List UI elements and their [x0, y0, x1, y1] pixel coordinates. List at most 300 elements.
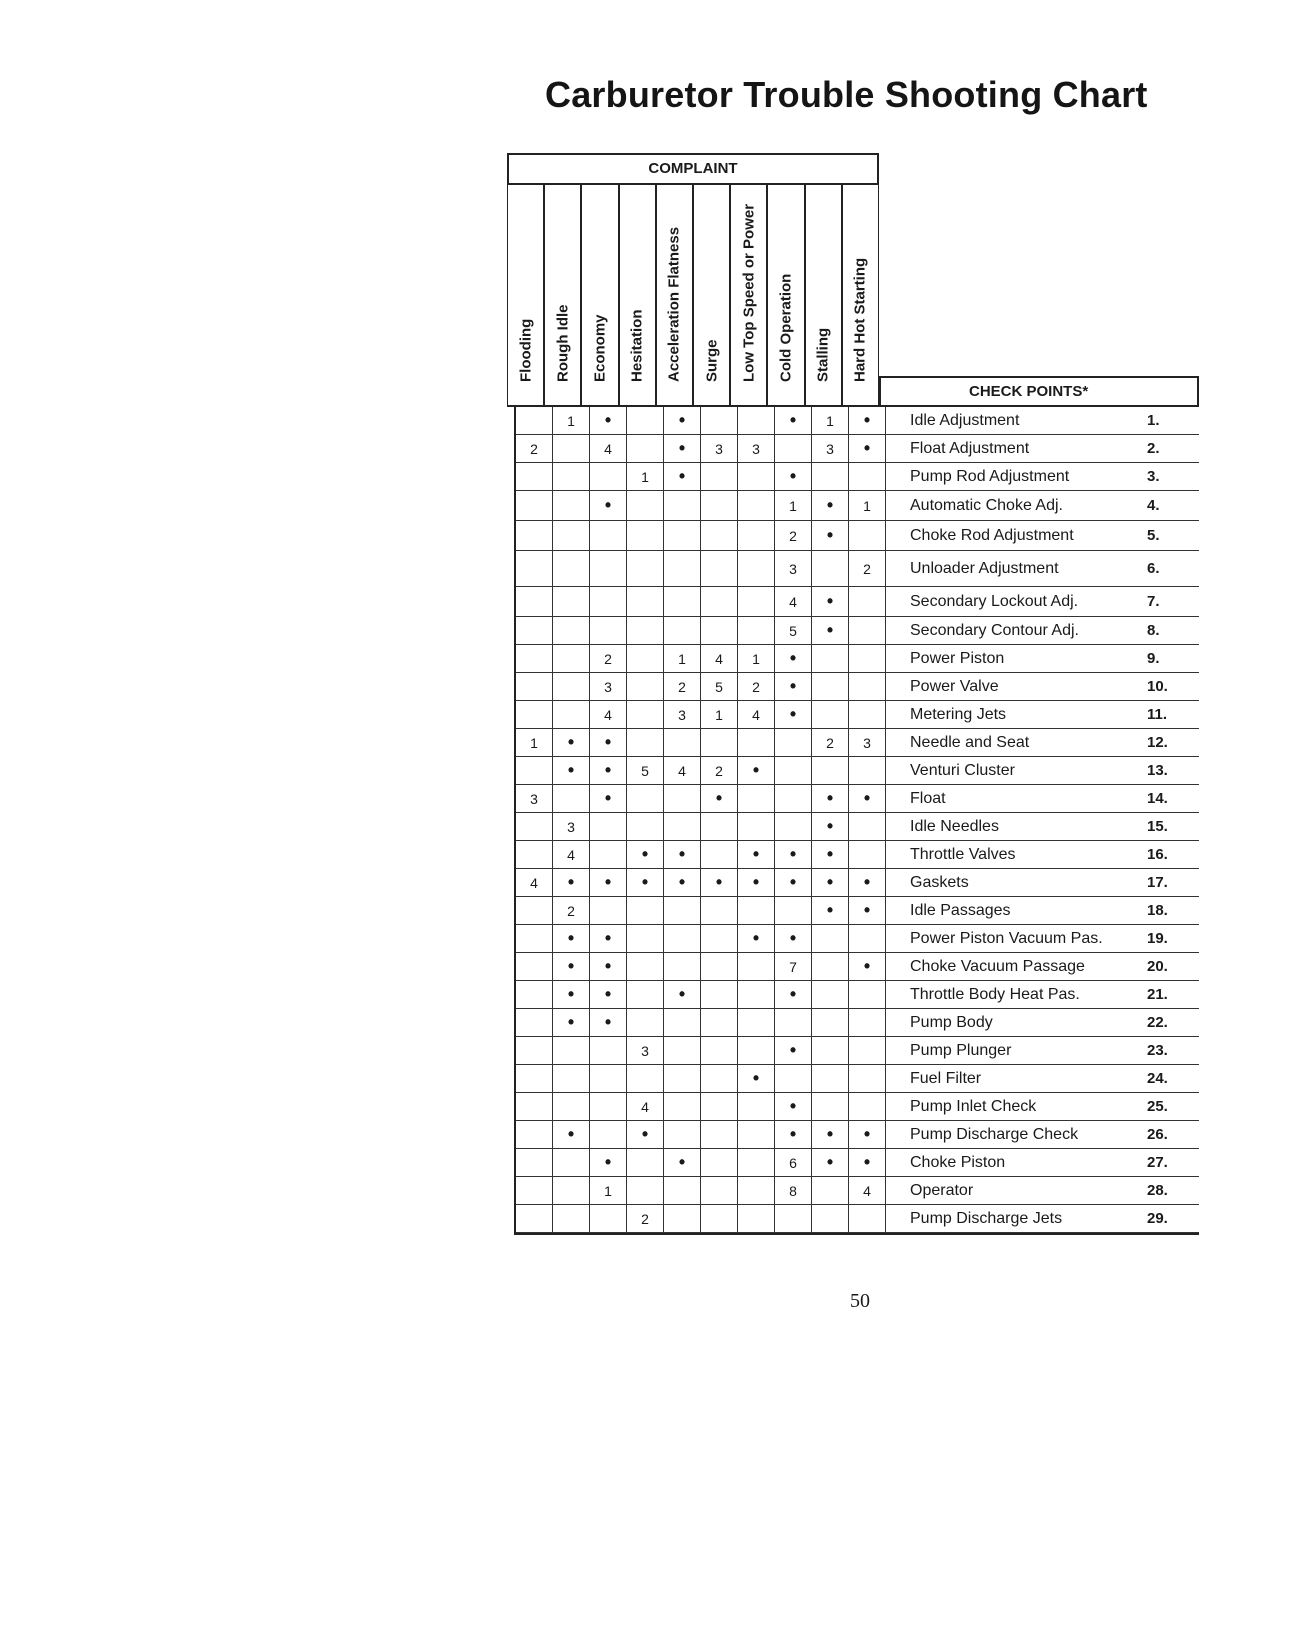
grid-cell: [553, 463, 590, 490]
grid-cell: [812, 673, 849, 700]
grid-cell: 5: [701, 673, 738, 700]
grid-cell: [701, 521, 738, 550]
grid-cell: •: [590, 785, 627, 812]
table-row: [516, 897, 1199, 925]
grid-cell: 5: [775, 617, 812, 644]
grid-cell: [701, 617, 738, 644]
check-point-name: Needle and Seat: [910, 733, 1030, 751]
grid-cell: [627, 673, 664, 700]
grid-cell: [516, 521, 553, 550]
grid-cell: [627, 701, 664, 728]
grid-cell: [849, 463, 886, 490]
complaint-column-header: [656, 185, 693, 407]
grid-cell: 3: [849, 729, 886, 756]
check-point-name: Secondary Contour Adj.: [910, 621, 1079, 639]
grid-cell: [701, 1205, 738, 1232]
check-point-number: 24.: [1147, 1070, 1168, 1087]
check-point-number: 9.: [1147, 650, 1160, 667]
grid-cell: [627, 407, 664, 434]
check-point-number: 21.: [1147, 986, 1168, 1003]
table-row: [516, 551, 1199, 587]
grid-cell: [738, 1205, 775, 1232]
grid-cell: [516, 587, 553, 616]
grid-cell: 4: [664, 757, 701, 784]
grid-cell: •: [664, 1149, 701, 1176]
grid-cell: •: [775, 869, 812, 896]
grid-cell: •: [812, 617, 849, 644]
grid-cell: [627, 785, 664, 812]
grid-cell: 4: [553, 841, 590, 868]
grid-cell: [849, 1009, 886, 1036]
check-point-name: Throttle Body Heat Pas.: [910, 985, 1080, 1003]
table-row: [516, 463, 1199, 491]
grid-cell: [664, 587, 701, 616]
complaint-column-header: [581, 185, 618, 407]
grid-cell: [516, 407, 553, 434]
grid-cell: [701, 1093, 738, 1120]
grid-cell: [701, 587, 738, 616]
complaint-label: Rough Idle: [554, 304, 572, 382]
grid-cell: [738, 785, 775, 812]
grid-cell: [849, 1205, 886, 1232]
table-row: [516, 1065, 1199, 1093]
trouble-shooting-grid: [514, 407, 1199, 1235]
check-point-number: 25.: [1147, 1098, 1168, 1115]
grid-cell: •: [775, 701, 812, 728]
grid-cell: [849, 1065, 886, 1092]
grid-cell: •: [664, 841, 701, 868]
grid-cell: 2: [627, 1205, 664, 1232]
check-point-name: Idle Adjustment: [910, 411, 1020, 429]
table-row: [516, 587, 1199, 617]
grid-cell: [701, 841, 738, 868]
check-point-number: 4.: [1147, 497, 1160, 514]
grid-cell: [701, 1149, 738, 1176]
grid-cell: •: [849, 407, 886, 434]
grid-cell: [664, 1037, 701, 1064]
grid-cell: [664, 1093, 701, 1120]
check-point-number: 27.: [1147, 1154, 1168, 1171]
grid-cell: 1: [664, 645, 701, 672]
grid-cell: •: [812, 1149, 849, 1176]
grid-cell: [849, 1093, 886, 1120]
complaint-column-header: [693, 185, 730, 407]
grid-cell: [738, 897, 775, 924]
grid-cell: 2: [812, 729, 849, 756]
grid-cell: [664, 1065, 701, 1092]
grid-cell: 4: [849, 1177, 886, 1204]
grid-cell: •: [590, 729, 627, 756]
table-row: [516, 645, 1199, 673]
grid-cell: [812, 463, 849, 490]
check-point-name: Float: [910, 789, 946, 807]
grid-cell: 1: [553, 407, 590, 434]
complaint-column-header: [805, 185, 842, 407]
grid-cell: [590, 587, 627, 616]
grid-cell: [553, 551, 590, 586]
grid-cell: [738, 1009, 775, 1036]
grid-cell: •: [849, 1121, 886, 1148]
grid-cell: [812, 757, 849, 784]
table-row: [516, 1149, 1199, 1177]
complaint-column-header: [842, 185, 879, 407]
grid-cell: [701, 491, 738, 520]
grid-cell: •: [590, 407, 627, 434]
grid-cell: [664, 551, 701, 586]
grid-cell: [849, 757, 886, 784]
check-point-name: Power Piston: [910, 649, 1005, 667]
grid-cell: [775, 897, 812, 924]
grid-cell: •: [812, 491, 849, 520]
grid-cell: [812, 1065, 849, 1092]
grid-cell: [812, 925, 849, 952]
check-point-number: 16.: [1147, 846, 1168, 863]
check-point-name: Power Piston Vacuum Pas.: [910, 929, 1103, 947]
grid-cell: [701, 1009, 738, 1036]
grid-cell: •: [738, 841, 775, 868]
page-number: 50: [850, 1290, 870, 1312]
grid-cell: 2: [775, 521, 812, 550]
grid-cell: 3: [553, 813, 590, 840]
grid-cell: [627, 1009, 664, 1036]
check-point-number: 19.: [1147, 930, 1168, 947]
check-point-number: 15.: [1147, 818, 1168, 835]
table-row: [516, 813, 1199, 841]
grid-cell: [849, 645, 886, 672]
check-point-number: 22.: [1147, 1014, 1168, 1031]
grid-cell: 4: [738, 701, 775, 728]
grid-cell: [516, 617, 553, 644]
grid-cell: [775, 729, 812, 756]
grid-cell: [664, 521, 701, 550]
grid-cell: [849, 813, 886, 840]
check-point-name: Choke Piston: [910, 1153, 1006, 1171]
complaint-column-header: [767, 185, 804, 407]
grid-cell: •: [701, 785, 738, 812]
table-row: [516, 729, 1199, 757]
grid-cell: [701, 1065, 738, 1092]
grid-cell: 1: [849, 491, 886, 520]
grid-cell: •: [553, 757, 590, 784]
grid-cell: •: [553, 729, 590, 756]
complaint-label: Acceleration Flatness: [665, 226, 683, 382]
grid-cell: [701, 981, 738, 1008]
grid-cell: [812, 645, 849, 672]
check-point-name: Choke Rod Adjustment: [910, 526, 1074, 544]
check-point-name: Secondary Lockout Adj.: [910, 592, 1079, 610]
check-point-number: 2.: [1147, 440, 1160, 457]
grid-cell: [775, 1009, 812, 1036]
grid-cell: [590, 1205, 627, 1232]
grid-cell: [701, 925, 738, 952]
check-point-name: Pump Plunger: [910, 1041, 1012, 1059]
table-row: [516, 757, 1199, 785]
grid-cell: [627, 587, 664, 616]
grid-cell: [849, 925, 886, 952]
grid-cell: [738, 813, 775, 840]
table-row: [516, 869, 1199, 897]
grid-cell: [590, 1065, 627, 1092]
grid-cell: [849, 841, 886, 868]
grid-cell: •: [849, 1149, 886, 1176]
grid-cell: [590, 617, 627, 644]
grid-cell: [812, 1037, 849, 1064]
complaint-label: Surge: [703, 339, 721, 382]
grid-cell: •: [590, 491, 627, 520]
check-point-number: 1.: [1147, 412, 1160, 429]
grid-cell: [627, 551, 664, 586]
grid-cell: [516, 897, 553, 924]
grid-cell: •: [664, 463, 701, 490]
grid-cell: [664, 617, 701, 644]
grid-cell: [627, 897, 664, 924]
grid-cell: [812, 1009, 849, 1036]
grid-cell: •: [849, 953, 886, 980]
grid-cell: 1: [812, 407, 849, 434]
grid-cell: 1: [590, 1177, 627, 1204]
check-point-name: Gaskets: [910, 873, 969, 891]
grid-cell: [553, 587, 590, 616]
grid-cell: [738, 587, 775, 616]
grid-cell: [516, 953, 553, 980]
check-point-number: 3.: [1147, 468, 1160, 485]
grid-cell: [516, 1121, 553, 1148]
check-point-name: Pump Discharge Check: [910, 1125, 1079, 1143]
grid-cell: [849, 521, 886, 550]
check-point-number: 17.: [1147, 874, 1168, 891]
check-points-header: [879, 376, 1199, 407]
check-point-name: Operator: [910, 1181, 974, 1199]
grid-cell: 1: [775, 491, 812, 520]
grid-cell: 4: [627, 1093, 664, 1120]
grid-cell: [738, 981, 775, 1008]
grid-cell: [664, 491, 701, 520]
grid-cell: [738, 463, 775, 490]
grid-cell: [701, 813, 738, 840]
grid-cell: 6: [775, 1149, 812, 1176]
check-point-number: 10.: [1147, 678, 1168, 695]
check-point-number: 26.: [1147, 1126, 1168, 1143]
grid-cell: [516, 1177, 553, 1204]
grid-cell: [590, 813, 627, 840]
check-points-header-label: CHECK POINTS*: [969, 383, 1089, 400]
grid-cell: •: [775, 1121, 812, 1148]
grid-cell: [775, 813, 812, 840]
grid-cell: •: [812, 587, 849, 616]
grid-cell: •: [812, 897, 849, 924]
check-point-name: Pump Rod Adjustment: [910, 467, 1070, 485]
grid-cell: [516, 813, 553, 840]
check-point-number: 18.: [1147, 902, 1168, 919]
grid-cell: 2: [516, 435, 553, 462]
table-row: [516, 435, 1199, 463]
check-point-number: 29.: [1147, 1210, 1168, 1227]
grid-cell: [775, 1065, 812, 1092]
grid-cell: •: [553, 1121, 590, 1148]
grid-cell: 3: [590, 673, 627, 700]
page-title: Carburetor Trouble Shooting Chart: [545, 74, 1148, 115]
grid-cell: [627, 925, 664, 952]
grid-cell: •: [775, 673, 812, 700]
grid-cell: 4: [590, 435, 627, 462]
grid-cell: [738, 953, 775, 980]
grid-cell: •: [664, 435, 701, 462]
grid-cell: [553, 435, 590, 462]
grid-cell: [738, 407, 775, 434]
complaint-label: Flooding: [517, 318, 535, 382]
grid-cell: [627, 645, 664, 672]
grid-cell: [701, 551, 738, 586]
table-row: [516, 407, 1199, 435]
grid-cell: [516, 1009, 553, 1036]
grid-cell: [664, 1205, 701, 1232]
grid-cell: [738, 729, 775, 756]
grid-cell: [590, 841, 627, 868]
check-point-number: 12.: [1147, 734, 1168, 751]
check-point-name: Pump Discharge Jets: [910, 1209, 1063, 1227]
grid-cell: [516, 1065, 553, 1092]
complaint-column-header: [507, 185, 544, 407]
table-row: [516, 1009, 1199, 1037]
check-point-name: Float Adjustment: [910, 439, 1030, 457]
grid-cell: [701, 407, 738, 434]
complaint-header: COMPLAINT: [507, 153, 879, 185]
grid-cell: •: [812, 1121, 849, 1148]
grid-cell: •: [590, 925, 627, 952]
grid-cell: 1: [516, 729, 553, 756]
grid-cell: [627, 435, 664, 462]
grid-cell: [590, 1093, 627, 1120]
grid-cell: [516, 1093, 553, 1120]
grid-cell: [590, 1121, 627, 1148]
grid-cell: [590, 1037, 627, 1064]
grid-cell: 1: [738, 645, 775, 672]
grid-cell: •: [812, 841, 849, 868]
grid-cell: [849, 701, 886, 728]
table-row: [516, 1177, 1199, 1205]
grid-cell: •: [738, 757, 775, 784]
check-point-number: 13.: [1147, 762, 1168, 779]
check-point-name: Metering Jets: [910, 705, 1007, 723]
grid-cell: [516, 1149, 553, 1176]
grid-cell: •: [553, 1009, 590, 1036]
grid-cell: •: [775, 463, 812, 490]
grid-cell: [553, 1205, 590, 1232]
grid-cell: [553, 1093, 590, 1120]
grid-cell: [812, 551, 849, 586]
check-point-name: Unloader Adjustment: [910, 559, 1059, 577]
grid-cell: [553, 673, 590, 700]
grid-cell: [590, 897, 627, 924]
grid-cell: •: [775, 981, 812, 1008]
grid-cell: [553, 1177, 590, 1204]
grid-cell: [849, 1037, 886, 1064]
grid-cell: •: [553, 925, 590, 952]
grid-cell: 1: [701, 701, 738, 728]
grid-cell: [627, 953, 664, 980]
grid-cell: 3: [664, 701, 701, 728]
grid-cell: •: [738, 925, 775, 952]
grid-cell: [553, 1037, 590, 1064]
grid-cell: •: [849, 897, 886, 924]
grid-cell: [701, 953, 738, 980]
check-point-name: Idle Needles: [910, 817, 999, 835]
grid-cell: [701, 1177, 738, 1204]
table-row: [516, 1121, 1199, 1149]
grid-cell: [664, 1009, 701, 1036]
grid-cell: [738, 551, 775, 586]
table-row: [516, 521, 1199, 551]
grid-cell: •: [590, 981, 627, 1008]
table-row: [516, 841, 1199, 869]
grid-cell: 2: [664, 673, 701, 700]
table-row: [516, 491, 1199, 521]
grid-cell: 3: [627, 1037, 664, 1064]
grid-cell: [590, 551, 627, 586]
complaint-column-header: [544, 185, 581, 407]
grid-cell: •: [701, 869, 738, 896]
grid-cell: [738, 491, 775, 520]
grid-cell: [738, 1121, 775, 1148]
grid-cell: [516, 925, 553, 952]
complaint-label: Stalling: [814, 327, 832, 382]
grid-cell: [664, 1121, 701, 1148]
check-point-name: Automatic Choke Adj.: [910, 496, 1063, 514]
check-point-number: 20.: [1147, 958, 1168, 975]
grid-cell: 2: [553, 897, 590, 924]
grid-cell: •: [627, 1121, 664, 1148]
grid-cell: •: [775, 407, 812, 434]
grid-cell: •: [812, 785, 849, 812]
grid-cell: •: [553, 981, 590, 1008]
check-point-number: 8.: [1147, 622, 1160, 639]
grid-cell: 8: [775, 1177, 812, 1204]
grid-cell: •: [664, 869, 701, 896]
grid-cell: [516, 463, 553, 490]
grid-cell: [775, 757, 812, 784]
grid-cell: [812, 701, 849, 728]
grid-cell: [738, 1149, 775, 1176]
grid-cell: •: [664, 407, 701, 434]
grid-cell: [627, 521, 664, 550]
grid-cell: [701, 729, 738, 756]
grid-cell: [553, 617, 590, 644]
grid-cell: 3: [775, 551, 812, 586]
grid-cell: [553, 785, 590, 812]
grid-cell: •: [812, 869, 849, 896]
grid-cell: •: [553, 869, 590, 896]
check-point-name: Pump Body: [910, 1013, 993, 1031]
check-point-name: Power Valve: [910, 677, 999, 695]
grid-cell: [775, 435, 812, 462]
grid-cell: 3: [516, 785, 553, 812]
grid-cell: [516, 551, 553, 586]
grid-cell: •: [664, 981, 701, 1008]
table-row: [516, 925, 1199, 953]
grid-cell: [738, 1177, 775, 1204]
table-row: [516, 1093, 1199, 1121]
grid-cell: 4: [701, 645, 738, 672]
complaint-column-header: [619, 185, 656, 407]
grid-cell: •: [812, 813, 849, 840]
grid-cell: •: [590, 869, 627, 896]
table-row: [516, 953, 1199, 981]
complaint-label: Economy: [591, 314, 609, 382]
grid-cell: 2: [738, 673, 775, 700]
check-point-name: Fuel Filter: [910, 1069, 982, 1087]
check-point-name: Throttle Valves: [910, 845, 1016, 863]
grid-cell: 2: [849, 551, 886, 586]
